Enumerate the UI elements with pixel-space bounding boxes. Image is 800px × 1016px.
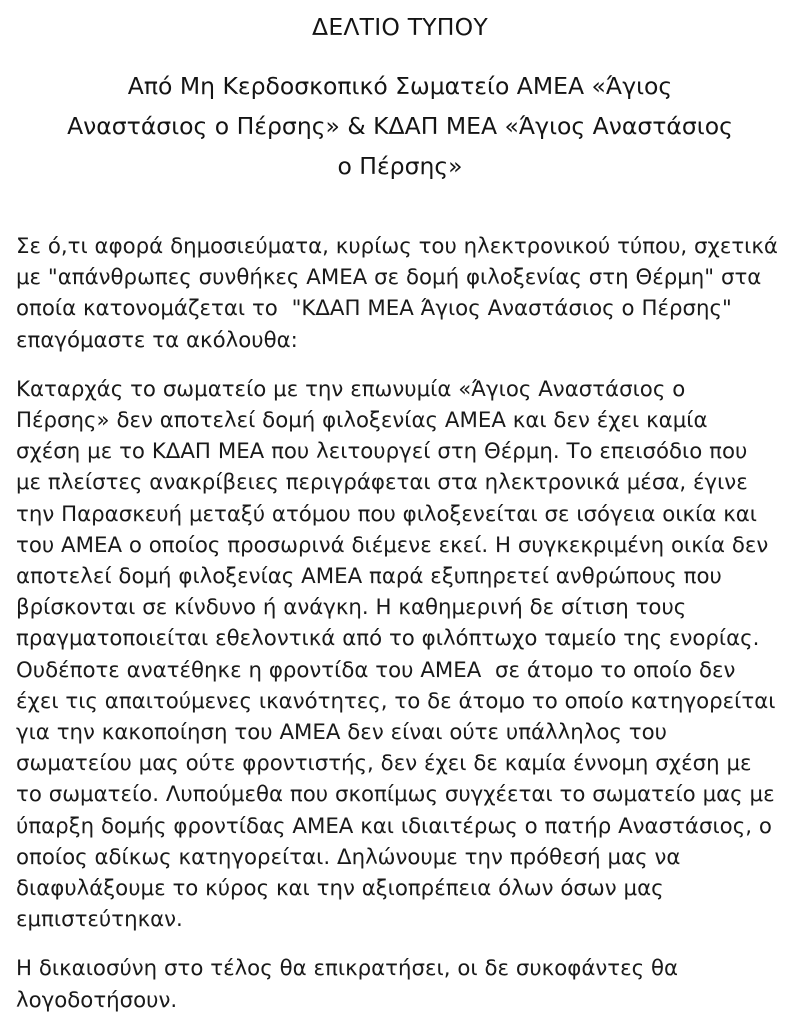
document-header [0,0,800,186]
document-body [0,186,800,1016]
page-title: ΔΕΛΤΙΟ ΤΥΠΟΥ [312,13,488,41]
paragraph-closing: Η δικαιοσύνη στο τέλος θα επικρατήσει, οι δε συκοφάντες θα λογοδοτήσουν. [16,956,685,1013]
document-subtitle: Από Μη Κερδοσκοπικό Σωματείο ΑΜΕΑ «Άγιος Αναστάσιος ο Πέρσης» & ΚΔΑΠ ΜΕΑ «Άγιος Αναστάσιος ο Πέρσης» [67,72,733,180]
paragraph-statement: Καταρχάς το σωματείο με την επωνυμία «Άγιος Αναστάσιος ο Πέρσης» δεν αποτελεί δομή φιλοξενίας ΑΜΕΑ και δεν έχει καμία σχέση με το ΚΔΑΠ ΜΕΑ που λειτουργεί στη Θέρμη. Το επεισόδιο που με πλείστες ανακρίβειες περιγράφεται στα ηλεκτρονικά μέσα, έγινε την Παρασκευή μεταξύ ατόμου που φιλοξενείται σε ισόγεια οικία και του ΑΜΕΑ ο οποίος προσωρινά διέμενε εκεί. Η συγκεκριμένη οικία δεν αποτελεί δομή φιλοξενίας ΑΜΕΑ παρά εξυπηρετεί ανθρώπους που βρίσκονται σε κίνδυνο ή ανάγκη. Η καθημερινή δε σίτιση τους πραγματοποιείται εθελοντικά από το φιλόπτωχο ταμείο της ενορίας. Ουδέποτε ανατέθηκε η φροντίδα του ΑΜΕΑ σε άτομο το οποίο δεν έχει τις απαιτούμενες ικανότητες, το δε άτομο το οποίο κατηγορείται για την κακοποίηση του ΑΜΕΑ δεν είναι ούτε υπάλληλος του σωματείου μας ούτε φροντιστής, δεν έχει δε καμία έννομη σχέση με το σωματείο. Λυπούμεθα που σκοπίμως συγχέεται το σωματείο μας με ύπαρξη δομής φροντίδας ΑΜΕΑ και ιδιαιτέρως ο πατήρ Αναστάσιος, ο οποίος αδίκως κατηγορείται. Δηλώνουμε την πρόθεσή μας να διαφυλάξουμε το κύρος και την αξιοπρέπεια όλων όσων μας εμπιστεύτηκαν. [16,376,783,933]
paragraph-intro: Σε ό,τι αφορά δημοσιεύματα, κυρίως του ηλεκτρονικού τύπου, σχετικά με "απάνθρωπες συνθήκες ΑΜΕΑ σε δομή φιλοξενίας στη Θέρμη" στα οποία κατονομάζεται το "ΚΔΑΠ ΜΕΑ Άγιος Αναστάσιος ο Πέρσης" επαγόμαστε τα ακόλουθα: [16,234,785,353]
